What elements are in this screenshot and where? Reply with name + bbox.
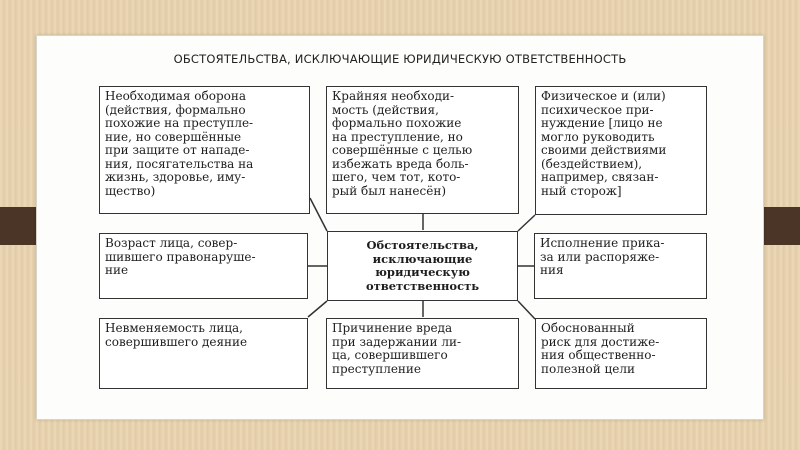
box-order-execution: Исполнение прика- за или распоряже- ния [534, 233, 707, 299]
connector-bottom-right [518, 301, 535, 319]
box-justified-risk: Обоснованный риск для достиже- ния общественно- полезной цели [535, 318, 707, 389]
diagram-title: ОБСТОЯТЕЛЬСТВА, ИСКЛЮЧАЮЩИЕ ЮРИДИЧЕСКУЮ ОТВЕТСТВЕННОСТЬ [173, 52, 627, 66]
box-coercion: Физическое и (или) психическое при- нуждение [лицо не могло руководить своими действиями (бездействием), например, связан- ный сторож] [535, 86, 707, 215]
box-insanity: Невменяемость лица, совершившего деяние [99, 318, 308, 389]
connector-top-left [310, 198, 327, 231]
box-age: Возраст лица, совер- шившего правонаруше- ние [99, 233, 308, 299]
box-harm-detention: Причинение вреда при задержании ли- ца, совершившего преступление [326, 318, 519, 389]
connector-bottom-left [308, 301, 327, 317]
box-center: Обстоятельства, исключающие юридическую ответственность [327, 231, 518, 301]
box-necessary-defense: Необходимая оборона (действия, формально похожие на преступле- ние, но совершённые при защите от нападе- ния, посягательства на жизнь, здоровье, иму- щество) [99, 86, 310, 214]
connector-top-right [518, 215, 535, 231]
box-extreme-necessity: Крайняя необходи- мость (действия, формально похожие на преступление, но совершённые с целью избежать вреда боль- шего, чем тот, кото- рый был нанесён) [326, 86, 519, 214]
